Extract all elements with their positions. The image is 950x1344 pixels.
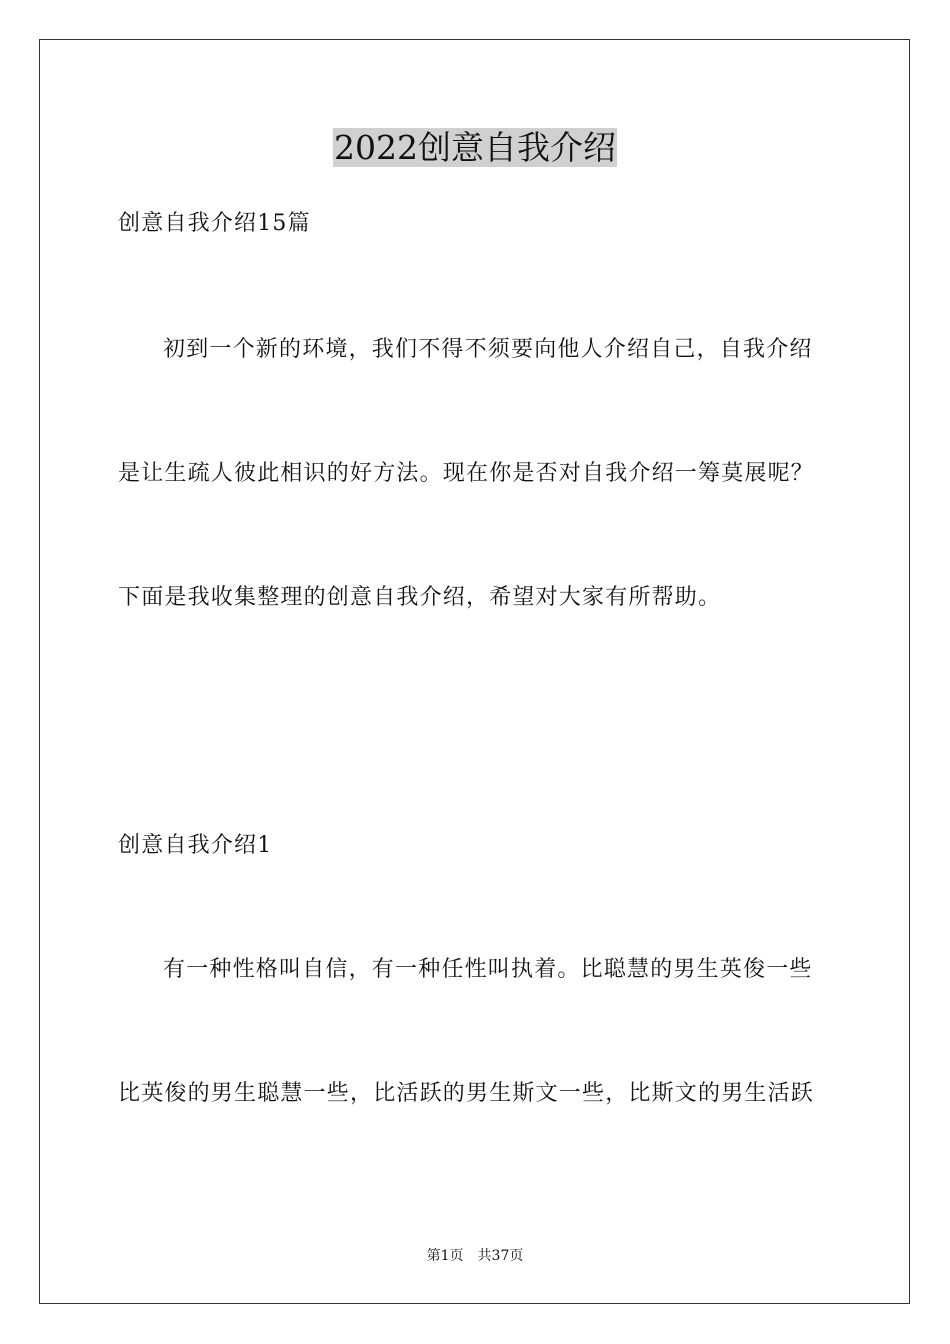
section-paragraph-line-2: 比英俊的男生聪慧一些，比活跃的男生斯文一些，比斯文的男生活跃 [118,1081,815,1106]
document-title [0,126,950,170]
intro-paragraph-line-1: 初到一个新的环境，我们不得不须要向他人介绍自己，自我介绍 [163,337,813,362]
intro-paragraph-line-3: 下面是我收集整理的创意自我介绍，希望对大家有所帮助。 [118,585,722,610]
section-heading: 创意自我介绍1 [118,833,273,858]
document-title-text: 2022创意自我介绍 [334,128,616,167]
section-paragraph-line-1: 有一种性格叫自信，有一种任性叫执着。比聪慧的男生英俊一些 [163,957,813,982]
document-subtitle: 创意自我介绍15篇 [118,211,311,236]
page-number-footer: 第1页 共37页 [426,1248,524,1264]
intro-paragraph-line-2: 是让生疏人彼此相识的好方法。现在你是否对自我介绍一筹莫展呢？ [118,461,815,486]
